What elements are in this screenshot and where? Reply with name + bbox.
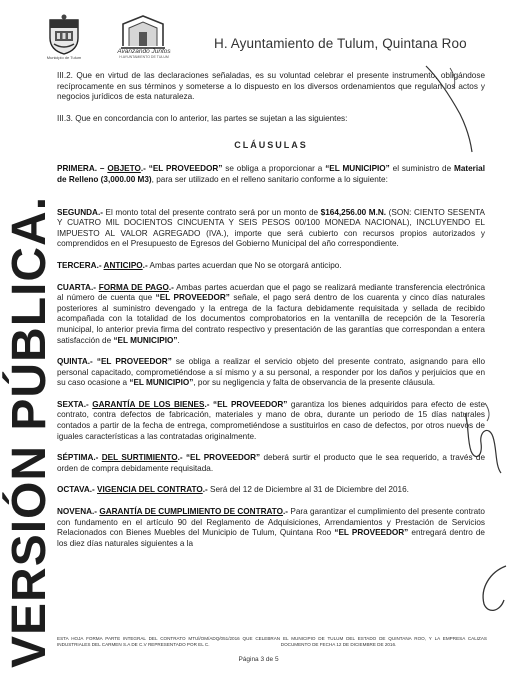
clause-primera: PRIMERA. – OBJETO.- “EL PROVEEDOR” se obliga a proporcionar a “EL MUNICIPIO” el suministro de Material de Relleno (3,000.00 M3), para ser utilizado en el relleno sanitario conforme a lo siguiente: xyxy=(57,164,485,184)
clause-sexta: SEXTA.- GARANTÍA DE LOS BIENES.- “EL PROVEEDOR” garantiza los bienes adquiridos para efecto de este contrato, contra defectos de fabricación, materiales y mano de obra, durante un periodo de 15 días naturales contados a partir de la fecha de entrega, comprometiéndose a sustituirlos en caso de defectos, por otros nuevos de iguales características a las contratadas originalmente. xyxy=(57,399,486,441)
page-number: Página 3 de 5 xyxy=(238,656,279,663)
contract-amount: $164,256.00 M.N. xyxy=(320,207,387,217)
public-version-watermark: VERSIÓN PÚBLICA. xyxy=(3,195,56,668)
clause-label: SEGUNDA.- xyxy=(57,207,103,217)
clause-label: SÉPTIMA.- xyxy=(57,453,102,463)
clause-title: OBJETO xyxy=(107,164,141,174)
clause-tercera: TERCERA.- ANTICIPO.- Ambas partes acuerdan que No se otorgará anticipo. xyxy=(57,260,342,270)
page-header-title: H. Ayuntamiento de Tulum, Quintana Roo xyxy=(214,36,467,51)
clause-title: GARANTÍA DE CUMPLIMIENTO DE CONTRATO xyxy=(99,507,284,517)
clause-label: QUINTA.- xyxy=(57,357,93,367)
logo-right-caption: Avanzando Juntos xyxy=(117,48,171,55)
clause-title: DEL SURTIMIENTO xyxy=(101,453,178,463)
clause-label: TERCERA.- xyxy=(57,260,104,270)
clause-label: SEXTA.- xyxy=(57,399,93,409)
clause-title: ANTICIPO xyxy=(103,260,143,270)
avanzando-juntos-logo-icon xyxy=(117,12,169,52)
logo-left-caption: Municipio de Tulum xyxy=(46,55,82,60)
clause-septima: SÉPTIMA.- DEL SURTIMIENTO.- “EL PROVEEDOR” deberá surtir el producto que le sea requerido, a través de orden de compra debidamente requisitada. xyxy=(57,453,485,473)
clause-title: VIGENCIA DEL CONTRATO xyxy=(97,485,203,495)
municipal-seal-icon xyxy=(46,14,82,56)
signature-mark-bottom-icon xyxy=(470,560,515,620)
clause-label: OCTAVA.- xyxy=(57,485,98,495)
clause-label: CUARTA.- xyxy=(57,282,99,292)
clause-title: GARANTÍA DE LOS BIENES xyxy=(92,399,205,409)
clausulas-heading: CLÁUSULAS xyxy=(234,140,308,151)
paragraph-iii2: III.2. Que en virtud de las declaraciones señaladas, es su voluntad celebrar el presente instrumento, obligándose recíprocamente en sus términos y someterse a lo dispuesto en los diversos ordenamientos que regulan los actos y negocios jurídicos de esta naturaleza. xyxy=(57,71,485,102)
clause-label: NOVENA.- xyxy=(57,507,100,517)
footer-note: ESTA HOJA FORMA PARTE INTEGRAL DEL CONTRATO MTUl/OM/ADQ/051/2016 QUE CELEBRAN EL MUNICIPIO DE TULUM DEL ESTADO DE QUINTANA ROO, Y LA EMPRESA CALIZAS INDUSTRIALES DEL CARMEN S.A DE C.V REPRESENTADO POR EL C. DOCUMENTO DE FECHA 12 DE DICIEMBRE DE 2016. xyxy=(57,636,487,647)
paragraph-iii3: III.3. Que en concordancia con lo anterior, las partes se sujetan a las siguientes: xyxy=(57,113,348,123)
clause-cuarta: CUARTA.- FORMA DE PAGO.- Ambas partes acuerdan que el pago se realizará mediante transferencia electrónica al número de cuenta que “EL PROVEEDOR” señale, el pago será dentro de los cuarenta y cinco días naturales posteriores al suministro devengado y la entrega de la factura debidamente requisitada y sellada de recibido acompañada con la totalidad de los documentos comprobatorios en la ventanilla de recepción de la Tesorería municipal, lo anterior previa firma del contrato respectivo y presentación de las garantías que correspondan a entera satisfacción de “EL MUNICIPIO”. xyxy=(57,282,485,345)
logo-right-subcaption: H.AYUNTAMIENTO DE TULUM xyxy=(119,55,169,59)
clause-novena: NOVENA.- GARANTÍA DE CUMPLIMIENTO DE CONTRATO.- Para garantizar el cumplimiento del presente contrato con fundamento en el artículo 90 del Reglamento de Adquisiciones, Arrendamientos y Prestación de Servicios Relacionados con Bienes Muebles del Municipio de Tulum, Quintana Roo “EL PROVEEDOR” entregará dentro de los diez días naturales siguientes a la xyxy=(57,507,485,548)
signature-mark-top-icon xyxy=(420,58,480,158)
clause-quinta: QUINTA.- “EL PROVEEDOR” se obliga a realizar el servicio objeto del presente contrato, asignando para ello personal capacitado, comprometiéndose a sí mismo y a su personal, a responder por los daños y perjuicios que en su caso ocasione a “EL MUNICIPIO”, por su negligencia y falta de observancia de la presente cláusula. xyxy=(57,357,485,388)
clause-octava: OCTAVA.- VIGENCIA DEL CONTRATO.- Será del 12 de Diciembre al 31 de Diciembre del 2016. xyxy=(57,485,409,495)
clause-segunda: SEGUNDA.- El monto total del presente contrato será por un monto de $164,256.00 M.N. (SON: CIENTO SESENTA Y CUATRO MIL DOCIENTOS CINCUENTA Y SEIS PESOS 00/100 MONEDA NACIONAL), INCLUYENDO EL IMPUESTO AL VALOR AGREGADO (IVA.), importe que será cubierto con recursos propios autorizados y comprendidos en el Presupuesto de Egresos del Gobierno Municipal del año correspondiente. xyxy=(57,207,485,249)
clause-label: PRIMERA. – xyxy=(57,164,108,174)
signature-mark-middle-icon xyxy=(455,395,513,490)
clause-title: FORMA DE PAGO xyxy=(98,282,169,292)
